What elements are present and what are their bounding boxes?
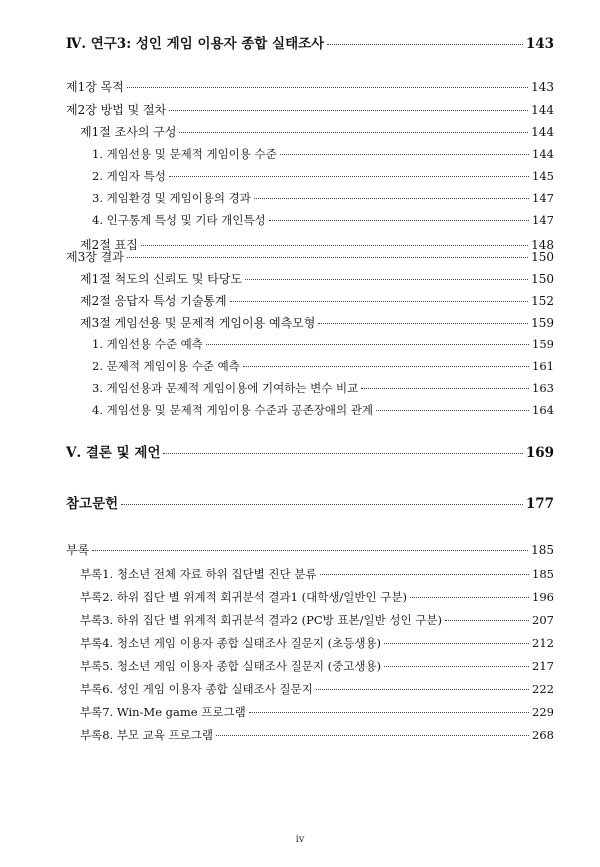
toc-entry[interactable] <box>92 380 554 396</box>
dot-leader <box>121 504 523 505</box>
toc-entry[interactable] <box>80 727 554 743</box>
dot-leader <box>320 574 530 575</box>
dot-leader <box>163 453 522 454</box>
toc-entry[interactable] <box>66 492 554 512</box>
toc-entry[interactable] <box>92 212 554 228</box>
toc-entry-title: 4. 인구통계 특성 및 기타 개인특성 <box>92 213 266 227</box>
dot-leader <box>141 245 528 246</box>
dot-leader <box>384 666 529 667</box>
toc-entry-title: 제1절 조사의 구성 <box>80 125 177 139</box>
toc-entry-page: 145 <box>532 169 554 183</box>
toc-entry[interactable] <box>66 101 554 118</box>
toc-entry-title: 부록5. 청소년 게임 이용자 종합 실태조사 질문지 (중고생용) <box>80 659 382 673</box>
toc-entry-title: 제1절 척도의 신뢰도 및 타당도 <box>80 272 242 286</box>
toc-entry-page: 148 <box>531 238 554 252</box>
dot-leader <box>179 132 528 133</box>
toc-entry[interactable] <box>92 168 554 184</box>
dot-leader <box>318 323 528 324</box>
dot-leader <box>280 154 529 155</box>
toc-entry[interactable] <box>80 589 554 605</box>
toc-entry-page: 159 <box>531 316 554 330</box>
toc-entry[interactable] <box>92 358 554 374</box>
toc-entry-page: 152 <box>531 294 554 308</box>
toc-entry-page: 143 <box>525 36 554 52</box>
dot-leader <box>245 279 528 280</box>
toc-entry-page: 212 <box>532 636 554 650</box>
dot-leader <box>169 176 529 177</box>
toc-entry-title: 4. 게임선용 및 문제적 게임이용 수준과 공존장애의 관계 <box>92 403 373 417</box>
toc-entry-title: 부록4. 청소년 게임 이용자 종합 실태조사 질문지 (초등생용) <box>80 636 382 650</box>
toc-entry[interactable] <box>80 658 554 674</box>
dot-leader <box>127 87 528 88</box>
toc-entry[interactable] <box>80 566 554 582</box>
dot-leader <box>243 366 529 367</box>
toc-entry[interactable] <box>80 123 554 140</box>
toc-entry[interactable] <box>66 78 554 95</box>
toc-entry-page: 222 <box>532 682 554 696</box>
toc-entry-title: 참고문헌 <box>66 496 119 512</box>
toc-entry-title: 부록3. 하위 집단 별 위계적 회귀분석 결과2 (PC방 표본/일반 성인 구분) <box>80 613 442 627</box>
toc-entry-title: 1. 게임선용 및 문제적 게임이용 수준 <box>92 147 277 161</box>
toc-entry-page: 144 <box>531 103 554 117</box>
toc-entry-title: 제2절 응답자 특성 기술통계 <box>80 294 227 308</box>
dot-leader <box>169 110 528 111</box>
toc-entry[interactable] <box>92 336 554 352</box>
toc-entry-title: 제2절 표집 <box>80 238 138 252</box>
toc-entry[interactable] <box>92 402 554 418</box>
dot-leader <box>445 620 529 621</box>
toc-entry-title: 부록8. 부모 교육 프로그램 <box>80 728 214 742</box>
toc-entry[interactable] <box>80 292 554 309</box>
toc-entry-page: 268 <box>532 728 554 742</box>
toc-entry-title: 2. 문제적 게임이용 수준 예측 <box>92 359 240 373</box>
toc-entry[interactable] <box>66 541 554 558</box>
dot-leader <box>127 257 528 258</box>
toc-entry-title: 제3절 게임선용 및 문제적 게임이용 예측모형 <box>80 316 316 330</box>
toc-entry[interactable] <box>80 314 554 331</box>
toc-entry-title: 3. 게임선용과 문제적 게임이용에 기여하는 변수 비교 <box>92 381 359 395</box>
toc-entry[interactable] <box>80 635 554 651</box>
toc-entry[interactable] <box>66 441 554 461</box>
toc-entry-title: 2. 게임자 특성 <box>92 169 166 183</box>
toc-entry-title: 부록6. 성인 게임 이용자 종합 실태조사 질문지 <box>80 682 313 696</box>
dot-leader <box>216 735 529 736</box>
dot-leader <box>92 550 528 551</box>
toc-entry[interactable] <box>80 704 554 720</box>
toc-entry-page: 196 <box>532 590 554 604</box>
toc-entry-page: 147 <box>532 213 554 227</box>
toc-entry-title: 제3장 결과 <box>66 250 124 264</box>
toc-entry[interactable] <box>92 146 554 162</box>
toc-entry-page: 229 <box>532 705 554 719</box>
dot-leader <box>361 388 529 389</box>
toc-entry[interactable] <box>66 32 554 52</box>
toc-entry-page: 143 <box>531 80 554 94</box>
toc-entry[interactable] <box>80 681 554 697</box>
toc-entry-page: 161 <box>532 359 554 373</box>
toc-entry-title: 1. 게임선용 수준 예측 <box>92 337 203 351</box>
toc-entry-page: 150 <box>531 272 554 286</box>
toc-entry-title: 3. 게임환경 및 게임이용의 경과 <box>92 191 251 205</box>
dot-leader <box>254 198 529 199</box>
toc-entry-page: 207 <box>532 613 554 627</box>
toc-entry-page: 169 <box>525 445 554 461</box>
dot-leader <box>384 643 529 644</box>
dot-leader <box>410 597 529 598</box>
dot-leader <box>376 410 529 411</box>
dot-leader <box>249 712 529 713</box>
toc-entry-page: 144 <box>532 147 554 161</box>
toc-entry-page: 177 <box>525 496 554 512</box>
toc-entry-title: 부록1. 청소년 전체 자료 하위 집단별 진단 분류 <box>80 567 317 581</box>
toc-entry-title: 제1장 목적 <box>66 80 124 94</box>
toc-entry-page: 144 <box>531 125 554 139</box>
toc-entry-title: 부록2. 하위 집단 별 위계적 회귀분석 결과1 (대학생/일반인 구분) <box>80 590 407 604</box>
page-number: iv <box>295 834 305 845</box>
dot-leader <box>327 44 523 45</box>
toc-entry[interactable] <box>92 190 554 206</box>
toc-entry[interactable] <box>66 248 554 265</box>
toc-entry-page: 164 <box>532 403 554 417</box>
toc-entry-page: 185 <box>532 567 554 581</box>
toc-entry-page: 159 <box>532 337 554 351</box>
dot-leader <box>269 220 529 221</box>
dot-leader <box>316 689 529 690</box>
toc-entry-title: 부록 <box>66 543 90 557</box>
dot-leader <box>206 344 529 345</box>
dot-leader <box>230 301 529 302</box>
toc-entry-title: Ⅴ. 결론 및 제언 <box>66 445 161 461</box>
toc-entry[interactable] <box>80 612 554 628</box>
toc-entry-page: 147 <box>532 191 554 205</box>
toc-entry-title: 제2장 방법 및 절차 <box>66 103 167 117</box>
toc-entry-page: 163 <box>532 381 554 395</box>
toc-entry-title: Ⅳ. 연구3: 성인 게임 이용자 종합 실태조사 <box>66 36 325 52</box>
toc-entry-page: 217 <box>532 659 554 673</box>
toc-entry-page: 185 <box>531 543 554 557</box>
toc-entry-page: 150 <box>531 250 554 264</box>
toc-entry-title: 부록7. Win-Me game 프로그램 <box>80 705 246 719</box>
toc-entry[interactable] <box>80 270 554 287</box>
